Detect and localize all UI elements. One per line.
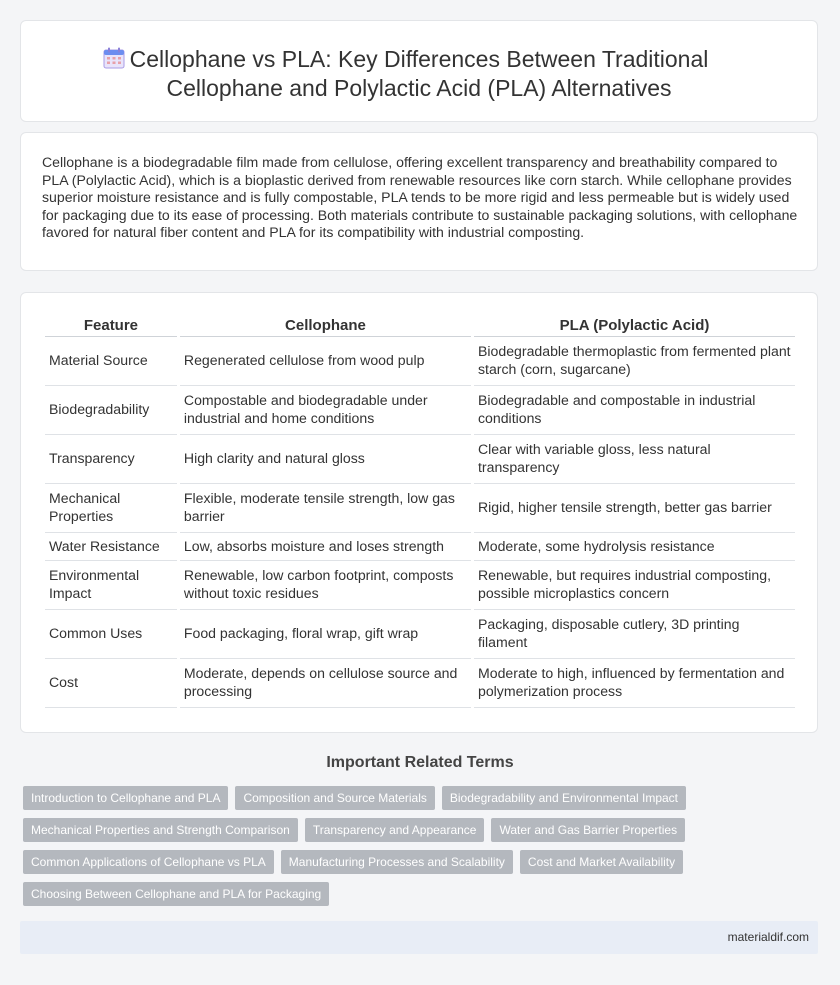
- table-row: [45, 386, 795, 435]
- row-pla: Packaging, disposable cutlery, 3D printing filament: [474, 610, 795, 659]
- row-cellophane: Renewable, low carbon footprint, composts without toxic residues: [180, 561, 471, 610]
- row-cellophane: Low, absorbs moisture and loses strength: [180, 533, 471, 561]
- table-row: [45, 610, 795, 659]
- table-row: [45, 533, 795, 561]
- row-feature: Water Resistance: [45, 533, 177, 561]
- row-pla: Biodegradable and compostable in industrial conditions: [474, 386, 795, 435]
- table-header-row: [45, 315, 795, 337]
- related-tag[interactable]: Transparency and Appearance: [305, 818, 485, 842]
- related-terms-title: Important Related Terms: [326, 754, 514, 771]
- title-card: [20, 20, 818, 122]
- page-title: Cellophane vs PLA: Key Differences Between Traditional Cellophane and Polylactic Acid (PLA) Alternatives: [129, 46, 709, 101]
- row-feature: Material Source: [45, 337, 177, 386]
- row-pla: Moderate to high, influenced by fermentation and polymerization process: [474, 659, 795, 708]
- row-feature: Common Uses: [45, 610, 177, 659]
- row-pla: Moderate, some hydrolysis resistance: [474, 533, 795, 561]
- related-terms-tags: [23, 786, 803, 914]
- row-feature: Transparency: [45, 435, 177, 484]
- related-tag[interactable]: Biodegradability and Environmental Impact: [442, 786, 686, 810]
- row-feature: Environmental Impact: [45, 561, 177, 610]
- related-tag[interactable]: Cost and Market Availability: [520, 850, 683, 874]
- header-cellophane: Cellophane: [180, 315, 471, 337]
- related-tag[interactable]: Common Applications of Cellophane vs PLA: [23, 850, 274, 874]
- row-feature: Cost: [45, 659, 177, 708]
- row-feature: Mechanical Properties: [45, 484, 177, 533]
- footer: [20, 921, 818, 954]
- row-cellophane: Regenerated cellulose from wood pulp: [180, 337, 471, 386]
- intro-paragraph: Cellophane is a biodegradable film made from cellulose, offering excellent transparency and breathability compared to PLA (Polylactic Acid), which is a bioplastic derived from renewable resources like corn starch. While cellophane provides superior moisture resistance and is fully compostable, PLA tends to be more rigid and less permeable but is widely used for packaging due to its ease of processing. Both materials contribute to sustainable packaging solutions, with cellophane favored for natural fiber content and PLA for its compatibility with industrial composting.: [42, 154, 798, 241]
- row-cellophane: High clarity and natural gloss: [180, 435, 471, 484]
- header-pla: PLA (Polylactic Acid): [474, 315, 795, 337]
- row-pla: Clear with variable gloss, less natural transparency: [474, 435, 795, 484]
- footer-site-link[interactable]: materialdif.com: [727, 930, 809, 944]
- intro-card: [20, 132, 818, 271]
- table-row: [45, 435, 795, 484]
- related-tag[interactable]: Mechanical Properties and Strength Comparison: [23, 818, 298, 842]
- related-tag[interactable]: Composition and Source Materials: [235, 786, 434, 810]
- related-tag[interactable]: Water and Gas Barrier Properties: [491, 818, 685, 842]
- row-pla: Biodegradable thermoplastic from fermented plant starch (corn, sugarcane): [474, 337, 795, 386]
- related-tag[interactable]: Manufacturing Processes and Scalability: [281, 850, 513, 874]
- table-row: [45, 337, 795, 386]
- comparison-table: [42, 315, 798, 708]
- related-tag[interactable]: Introduction to Cellophane and PLA: [23, 786, 228, 810]
- table-row: [45, 484, 795, 533]
- row-cellophane: Moderate, depends on cellulose source and processing: [180, 659, 471, 708]
- row-pla: Rigid, higher tensile strength, better gas barrier: [474, 484, 795, 533]
- table-row: [45, 659, 795, 708]
- row-pla: Renewable, but requires industrial composting, possible microplastics concern: [474, 561, 795, 610]
- comparison-card: [20, 292, 818, 733]
- row-cellophane: Flexible, moderate tensile strength, low gas barrier: [180, 484, 471, 533]
- row-feature: Biodegradability: [45, 386, 177, 435]
- table-row: [45, 561, 795, 610]
- header-feature: Feature: [45, 315, 177, 337]
- related-tag[interactable]: Choosing Between Cellophane and PLA for Packaging: [23, 882, 329, 906]
- row-cellophane: Compostable and biodegradable under industrial and home conditions: [180, 386, 471, 435]
- row-cellophane: Food packaging, floral wrap, gift wrap: [180, 610, 471, 659]
